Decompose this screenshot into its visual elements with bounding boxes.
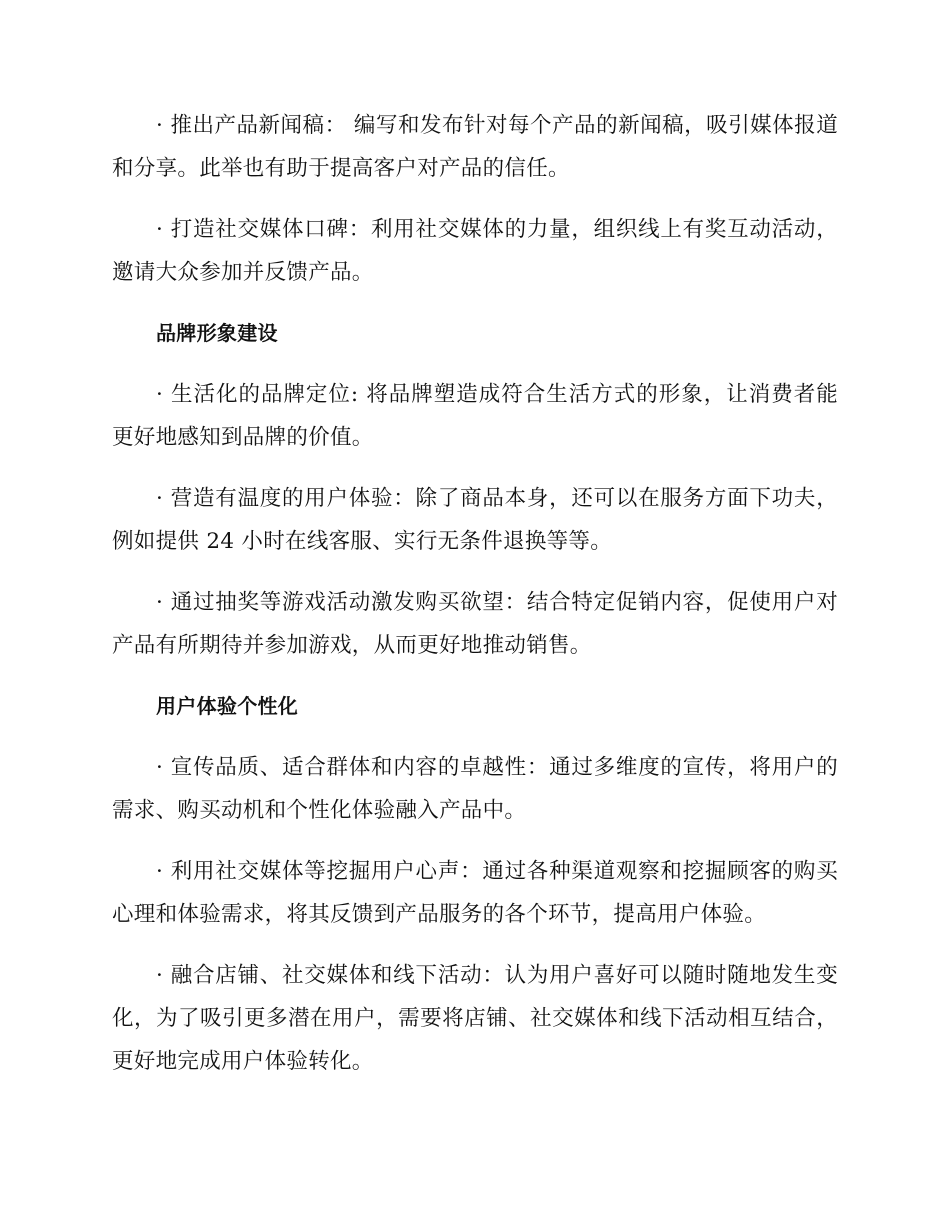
paragraph-promotion-quality: · 宣传品质、适合群体和内容的卓越性：通过多维度的宣传，将用户的需求、购买动机和个性化体验融入产品中。 <box>112 755 838 823</box>
paragraph-omnichannel: · 融合店铺、社交媒体和线下活动：认为用户喜好可以随时随地发生变化，为了吸引更多潜在用户，需要将店铺、社交媒体和线下活动相互结合，更好地完成用户体验转化。 <box>112 963 838 1074</box>
section-heading-brand-image: 品牌形象建设 <box>156 321 278 345</box>
paragraph-press-release: · 推出产品新闻稿： 编写和发布针对每个产品的新闻稿，吸引媒体报道和分享。此举也有助于提高客户对产品的信任。 <box>112 113 838 181</box>
paragraph-brand-positioning: · 生活化的品牌定位: 将品牌塑造成符合生活方式的形象，让消费者能更好地感知到品牌的价值。 <box>112 382 838 450</box>
paragraph-user-voice: · 利用社交媒体等挖掘用户心声：通过各种渠道观察和挖掘顾客的购买心理和体验需求，将其反馈到产品服务的各个环节，提高用户体验。 <box>112 859 838 927</box>
section-heading-personalization: 用户体验个性化 <box>156 694 299 718</box>
document-body <box>112 104 838 1101</box>
paragraph-social-word-of-mouth: · 打造社交媒体口碑：利用社交媒体的力量，组织线上有奖互动活动，邀请大众参加并反馈产品。 <box>112 217 838 285</box>
paragraph-warm-experience: · 营造有温度的用户体验：除了商品本身，还可以在服务方面下功夫，例如提供 24 小时在线客服、实行无条件退换等等。 <box>112 486 838 554</box>
paragraph-lottery-games: · 通过抽奖等游戏活动激发购买欲望：结合特定促销内容，促使用户对产品有所期待并参加游戏，从而更好地推动销售。 <box>112 590 838 658</box>
